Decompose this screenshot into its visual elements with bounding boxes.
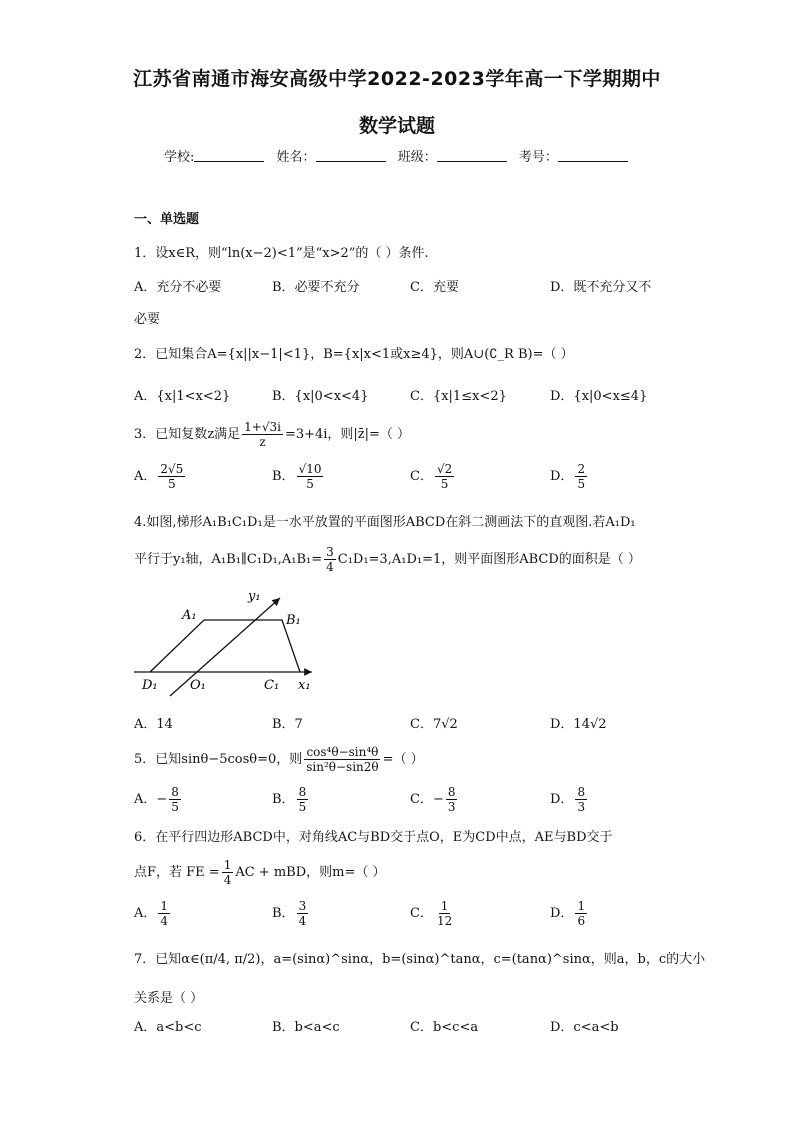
q3-c-num: √2 bbox=[436, 462, 453, 476]
q3-a-num: 2√5 bbox=[160, 462, 184, 476]
q3-stem-pre: 3．已知复数z满足 bbox=[134, 427, 241, 442]
class-blank[interactable] bbox=[437, 149, 507, 162]
section-title: 一、单选题 bbox=[134, 212, 200, 227]
q5-c-den: 3 bbox=[447, 800, 456, 814]
q7-stem-line-2: 关系是（ ） bbox=[134, 991, 204, 1006]
q5-a-den: 5 bbox=[171, 800, 179, 814]
q3-frac-den: z bbox=[259, 435, 266, 449]
student-info-line bbox=[164, 146, 636, 165]
q3-d-label: D． bbox=[550, 469, 574, 484]
q3-d-frac bbox=[575, 462, 587, 491]
q6-b-den: 4 bbox=[298, 914, 307, 928]
q6-b-frac bbox=[297, 899, 309, 928]
q3-d-num: 2 bbox=[577, 462, 586, 476]
q5-d-frac bbox=[575, 785, 587, 814]
q2-option-a[interactable]: A．{x|1<x<2} bbox=[134, 389, 231, 404]
q5-stem bbox=[134, 745, 424, 774]
q2-option-c[interactable]: C．{x|1≤x<2} bbox=[410, 389, 507, 404]
x1-label: x₁ bbox=[298, 678, 311, 693]
q3-frac-num: 1+√3i bbox=[244, 420, 281, 434]
q3-d-den: 5 bbox=[577, 477, 586, 491]
q5-b-num: 8 bbox=[298, 785, 307, 799]
q3-stem bbox=[134, 420, 410, 449]
q3-option-a[interactable] bbox=[134, 462, 187, 491]
q1-option-c[interactable]: C．充要 bbox=[410, 280, 459, 295]
q6-stem2-post: AC + mBD，则m=（ ） bbox=[235, 865, 386, 880]
q3-c-label: C． bbox=[410, 469, 433, 484]
q5-c-num: 8 bbox=[447, 785, 456, 799]
q5-option-d[interactable] bbox=[550, 785, 589, 814]
q4-stem-line-1: 4.如图,梯形A₁B₁C₁D₁是一水平放置的平面图形ABCD在斜二测画法下的直观图.若A₁D₁ bbox=[134, 515, 636, 530]
q6-a-label: A． bbox=[134, 906, 157, 921]
q7-option-c[interactable]: C．b<c<a bbox=[410, 1020, 479, 1035]
q6-d-label: D． bbox=[550, 906, 574, 921]
a1-label: A₁ bbox=[182, 608, 197, 623]
q4-stem-line-2 bbox=[134, 545, 641, 574]
q4-trapezoid-figure bbox=[130, 586, 330, 698]
d1-label: D₁ bbox=[142, 678, 158, 693]
name-blank[interactable] bbox=[316, 149, 386, 162]
q3-b-num: √10 bbox=[298, 462, 322, 476]
q5-option-b[interactable] bbox=[272, 785, 310, 814]
q1-option-d-continued: 必要 bbox=[134, 312, 161, 327]
q5-frac-den: sin²θ−sin2θ bbox=[306, 760, 379, 774]
trapezoid-outline bbox=[150, 620, 300, 672]
q6-d-num: 1 bbox=[577, 899, 586, 913]
q5-b-frac bbox=[297, 785, 309, 814]
q5-d-num: 8 bbox=[577, 785, 586, 799]
q3-a-frac bbox=[158, 462, 185, 491]
q7-option-d[interactable]: D．c<a<b bbox=[550, 1020, 619, 1035]
q7-stem-line-1: 7．已知α∈(π/4, π/2)，a=(sinα)^sinα，b=(sinα)^tanα，c=(tanα)^sinα，则a，b，c的大小 bbox=[134, 952, 706, 967]
q2-option-b[interactable]: B．{x|0<x<4} bbox=[272, 389, 369, 404]
q6-c-frac bbox=[435, 899, 454, 928]
o1-label: O₁ bbox=[190, 678, 206, 693]
q5-c-label: C．− bbox=[410, 792, 444, 807]
q6-d-den: 6 bbox=[577, 914, 586, 928]
q6-option-a[interactable] bbox=[134, 899, 172, 928]
q5-d-label: D． bbox=[550, 792, 574, 807]
q6-option-b[interactable] bbox=[272, 899, 310, 928]
q5-a-num: 8 bbox=[171, 785, 179, 799]
q5-fraction bbox=[304, 745, 380, 774]
q4-frac-num: 3 bbox=[326, 545, 334, 559]
b1-label: B₁ bbox=[286, 613, 301, 628]
q1-option-b[interactable]: B．必要不充分 bbox=[272, 280, 360, 295]
q4-option-b[interactable]: B．7 bbox=[272, 717, 303, 732]
q6-c-label: C． bbox=[410, 906, 433, 921]
q5-a-frac bbox=[169, 785, 181, 814]
q4-option-a[interactable]: A．14 bbox=[134, 717, 173, 732]
q6-option-d[interactable] bbox=[550, 899, 589, 928]
q4-fraction bbox=[324, 545, 336, 574]
q4-option-d[interactable]: D．14√2 bbox=[550, 717, 607, 732]
q6-c-den: 12 bbox=[436, 914, 453, 928]
q1-option-a[interactable]: A．充分不必要 bbox=[134, 280, 222, 295]
title-line-2: 数学试题 bbox=[358, 115, 435, 137]
q6-a-num: 1 bbox=[160, 899, 169, 913]
class-label: 班级： bbox=[397, 150, 437, 165]
q3-stem-post: =3+4i，则|z̄|=（ ） bbox=[284, 427, 411, 442]
q3-c-frac bbox=[435, 462, 454, 491]
q6-fraction bbox=[222, 858, 234, 887]
q3-b-label: B． bbox=[272, 469, 295, 484]
y1-label: y₁ bbox=[248, 589, 261, 604]
q3-fraction bbox=[242, 420, 283, 449]
q1-stem: 1．设x∈R，则“ln(x−2)<1”是“x>2”的（ ）条件. bbox=[134, 246, 429, 261]
q5-b-den: 5 bbox=[298, 800, 307, 814]
c1-label: C₁ bbox=[264, 678, 280, 693]
q6-d-frac bbox=[575, 899, 587, 928]
q4-stem2-pre: 平行于y₁轴，A₁B₁∥C₁D₁,A₁B₁= bbox=[134, 552, 323, 567]
q5-option-c[interactable] bbox=[410, 785, 459, 814]
q7-option-a[interactable]: A．a<b<c bbox=[134, 1020, 202, 1035]
q5-frac-num: cos⁴θ−sin⁴θ bbox=[306, 745, 379, 759]
q3-c-den: 5 bbox=[440, 477, 449, 491]
q6-option-c[interactable] bbox=[410, 899, 456, 928]
q2-option-d[interactable]: D．{x|0<x≤4} bbox=[550, 389, 648, 404]
q6-a-frac bbox=[158, 899, 170, 928]
q5-a-label: A．− bbox=[134, 792, 168, 807]
school-label: 学校: bbox=[164, 150, 195, 165]
q3-a-label: A． bbox=[134, 469, 157, 484]
q5-b-label: B． bbox=[272, 792, 295, 807]
q2-stem: 2．已知集合A={x||x−1|<1}，B={x|x<1或x≥4}，则A∪(∁_R B)=（ ） bbox=[134, 347, 574, 362]
title-line-1: 江苏省南通市海安高级中学2022-2023学年高一下学期期中 bbox=[133, 68, 661, 90]
q5-d-den: 3 bbox=[577, 800, 586, 814]
school-blank[interactable] bbox=[194, 149, 264, 162]
q3-option-d[interactable] bbox=[550, 462, 589, 491]
q7-option-b[interactable]: B．b<a<c bbox=[272, 1020, 340, 1035]
q6-b-label: B． bbox=[272, 906, 295, 921]
q5-option-a[interactable] bbox=[134, 785, 183, 814]
q3-a-den: 5 bbox=[168, 477, 176, 491]
q5-stem-post: =（ ） bbox=[382, 752, 424, 767]
q4-stem2-post: C₁D₁=3,A₁D₁=1，则平面图形ABCD的面积是（ ） bbox=[337, 552, 641, 567]
q6-stem2-pre: 点F，若 FE = bbox=[134, 865, 220, 880]
q6-stem-line-1: 6．在平行四边形ABCD中，对角线AC与BD交于点O，E为CD中点，AE与BD交于 bbox=[134, 830, 613, 845]
q4-frac-den: 4 bbox=[326, 560, 334, 574]
id-blank[interactable] bbox=[558, 149, 628, 162]
q5-c-frac bbox=[446, 785, 458, 814]
q4-option-c[interactable]: C．7√2 bbox=[410, 717, 458, 732]
q3-option-c[interactable] bbox=[410, 462, 456, 491]
name-label: 姓名： bbox=[276, 150, 316, 165]
q6-c-num: 1 bbox=[440, 899, 449, 913]
q3-b-frac bbox=[297, 462, 324, 491]
q6-stem-line-2 bbox=[134, 858, 385, 887]
q6-frac-den: 4 bbox=[223, 873, 232, 887]
id-label: 考号： bbox=[518, 150, 558, 165]
q5-stem-pre: 5．已知sinθ−5cosθ=0，则 bbox=[134, 752, 303, 767]
q3-b-den: 5 bbox=[306, 477, 314, 491]
q3-option-b[interactable] bbox=[272, 462, 325, 491]
q6-a-den: 4 bbox=[160, 914, 169, 928]
q6-b-num: 3 bbox=[298, 899, 307, 913]
q1-option-d[interactable]: D．既不充分又不 bbox=[550, 280, 652, 295]
q6-frac-num: 1 bbox=[223, 858, 232, 872]
